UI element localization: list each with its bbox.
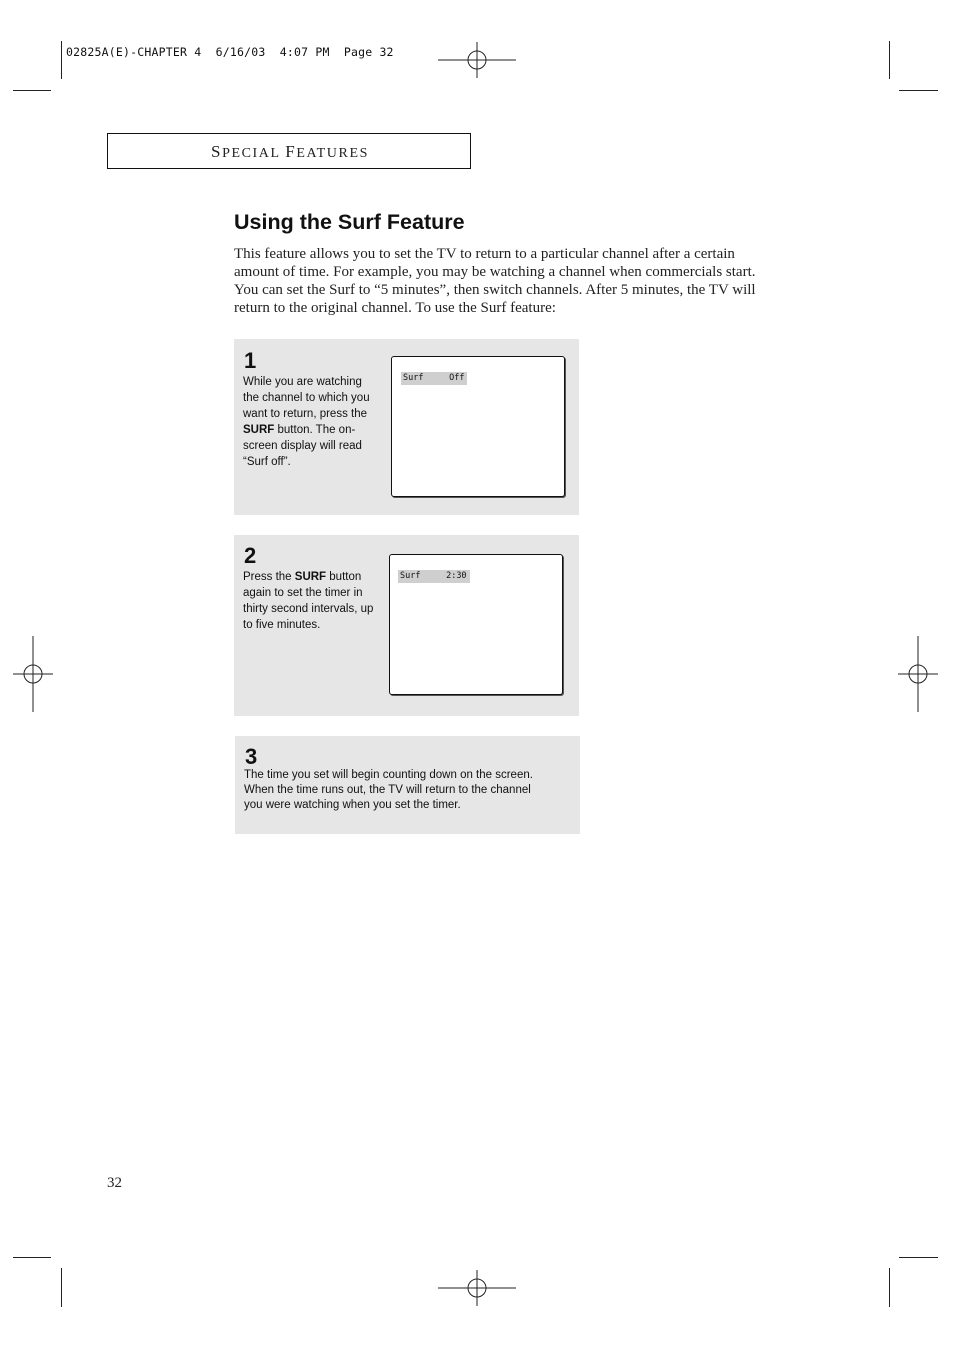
- crop-mark: [889, 41, 890, 79]
- print-slug: 02825A(E)-CHAPTER 4 6/16/03 4:07 PM Page 32: [66, 45, 394, 59]
- osd-display: Surf Off: [401, 372, 467, 385]
- step-3-panel: [235, 736, 580, 834]
- crop-mark: [13, 90, 51, 91]
- crop-mark: [61, 1268, 62, 1307]
- intro-paragraph: This feature allows you to set the TV to return to a particular channel after a certain amount of time. For example, you may be watching a channel when commercials start. You can set the Surf to “5 minutes”, then switch channels. After 5 minutes, the TV will return to the original channel. To use the Surf feature:: [234, 246, 756, 316]
- tv-screen: [389, 554, 563, 695]
- step-number: 3: [245, 744, 258, 769]
- step-number: 2: [244, 543, 257, 568]
- page-title: Using the Surf Feature: [234, 210, 465, 234]
- crop-mark: [899, 90, 938, 91]
- step-2-panel: [234, 535, 579, 716]
- section-title: SPECIAL FEATURES: [211, 142, 369, 161]
- surf-button-label: SURF: [294, 571, 327, 583]
- step-1-panel: [234, 339, 579, 515]
- section-header: [107, 133, 471, 169]
- crop-mark: [889, 1268, 890, 1307]
- step-instructions: The time you set will begin counting down on the screen. When the time runs out, the TV will return to the channel you were watching when you set the timer.: [244, 769, 533, 811]
- page-number: 32: [107, 1175, 122, 1191]
- registration-mark-icon: [438, 42, 516, 78]
- crop-mark: [13, 1257, 51, 1258]
- step-instructions: Press the SURF button again to set the timer in thirty second intervals, up to five minutes.: [243, 571, 374, 631]
- surf-button-label: SURF: [243, 424, 275, 436]
- step-instructions: While you are watching the channel to which you want to return, press the SURF button. The on-screen display will read “Surf off”.: [243, 376, 370, 468]
- registration-mark-icon: [898, 636, 938, 712]
- tv-screen: [391, 356, 565, 497]
- crop-mark: [899, 1257, 938, 1258]
- registration-mark-icon: [13, 636, 53, 712]
- crop-mark: [61, 41, 62, 79]
- registration-mark-icon: [438, 1270, 516, 1306]
- osd-display: Surf 2:30: [398, 570, 470, 583]
- step-number: 1: [244, 348, 257, 373]
